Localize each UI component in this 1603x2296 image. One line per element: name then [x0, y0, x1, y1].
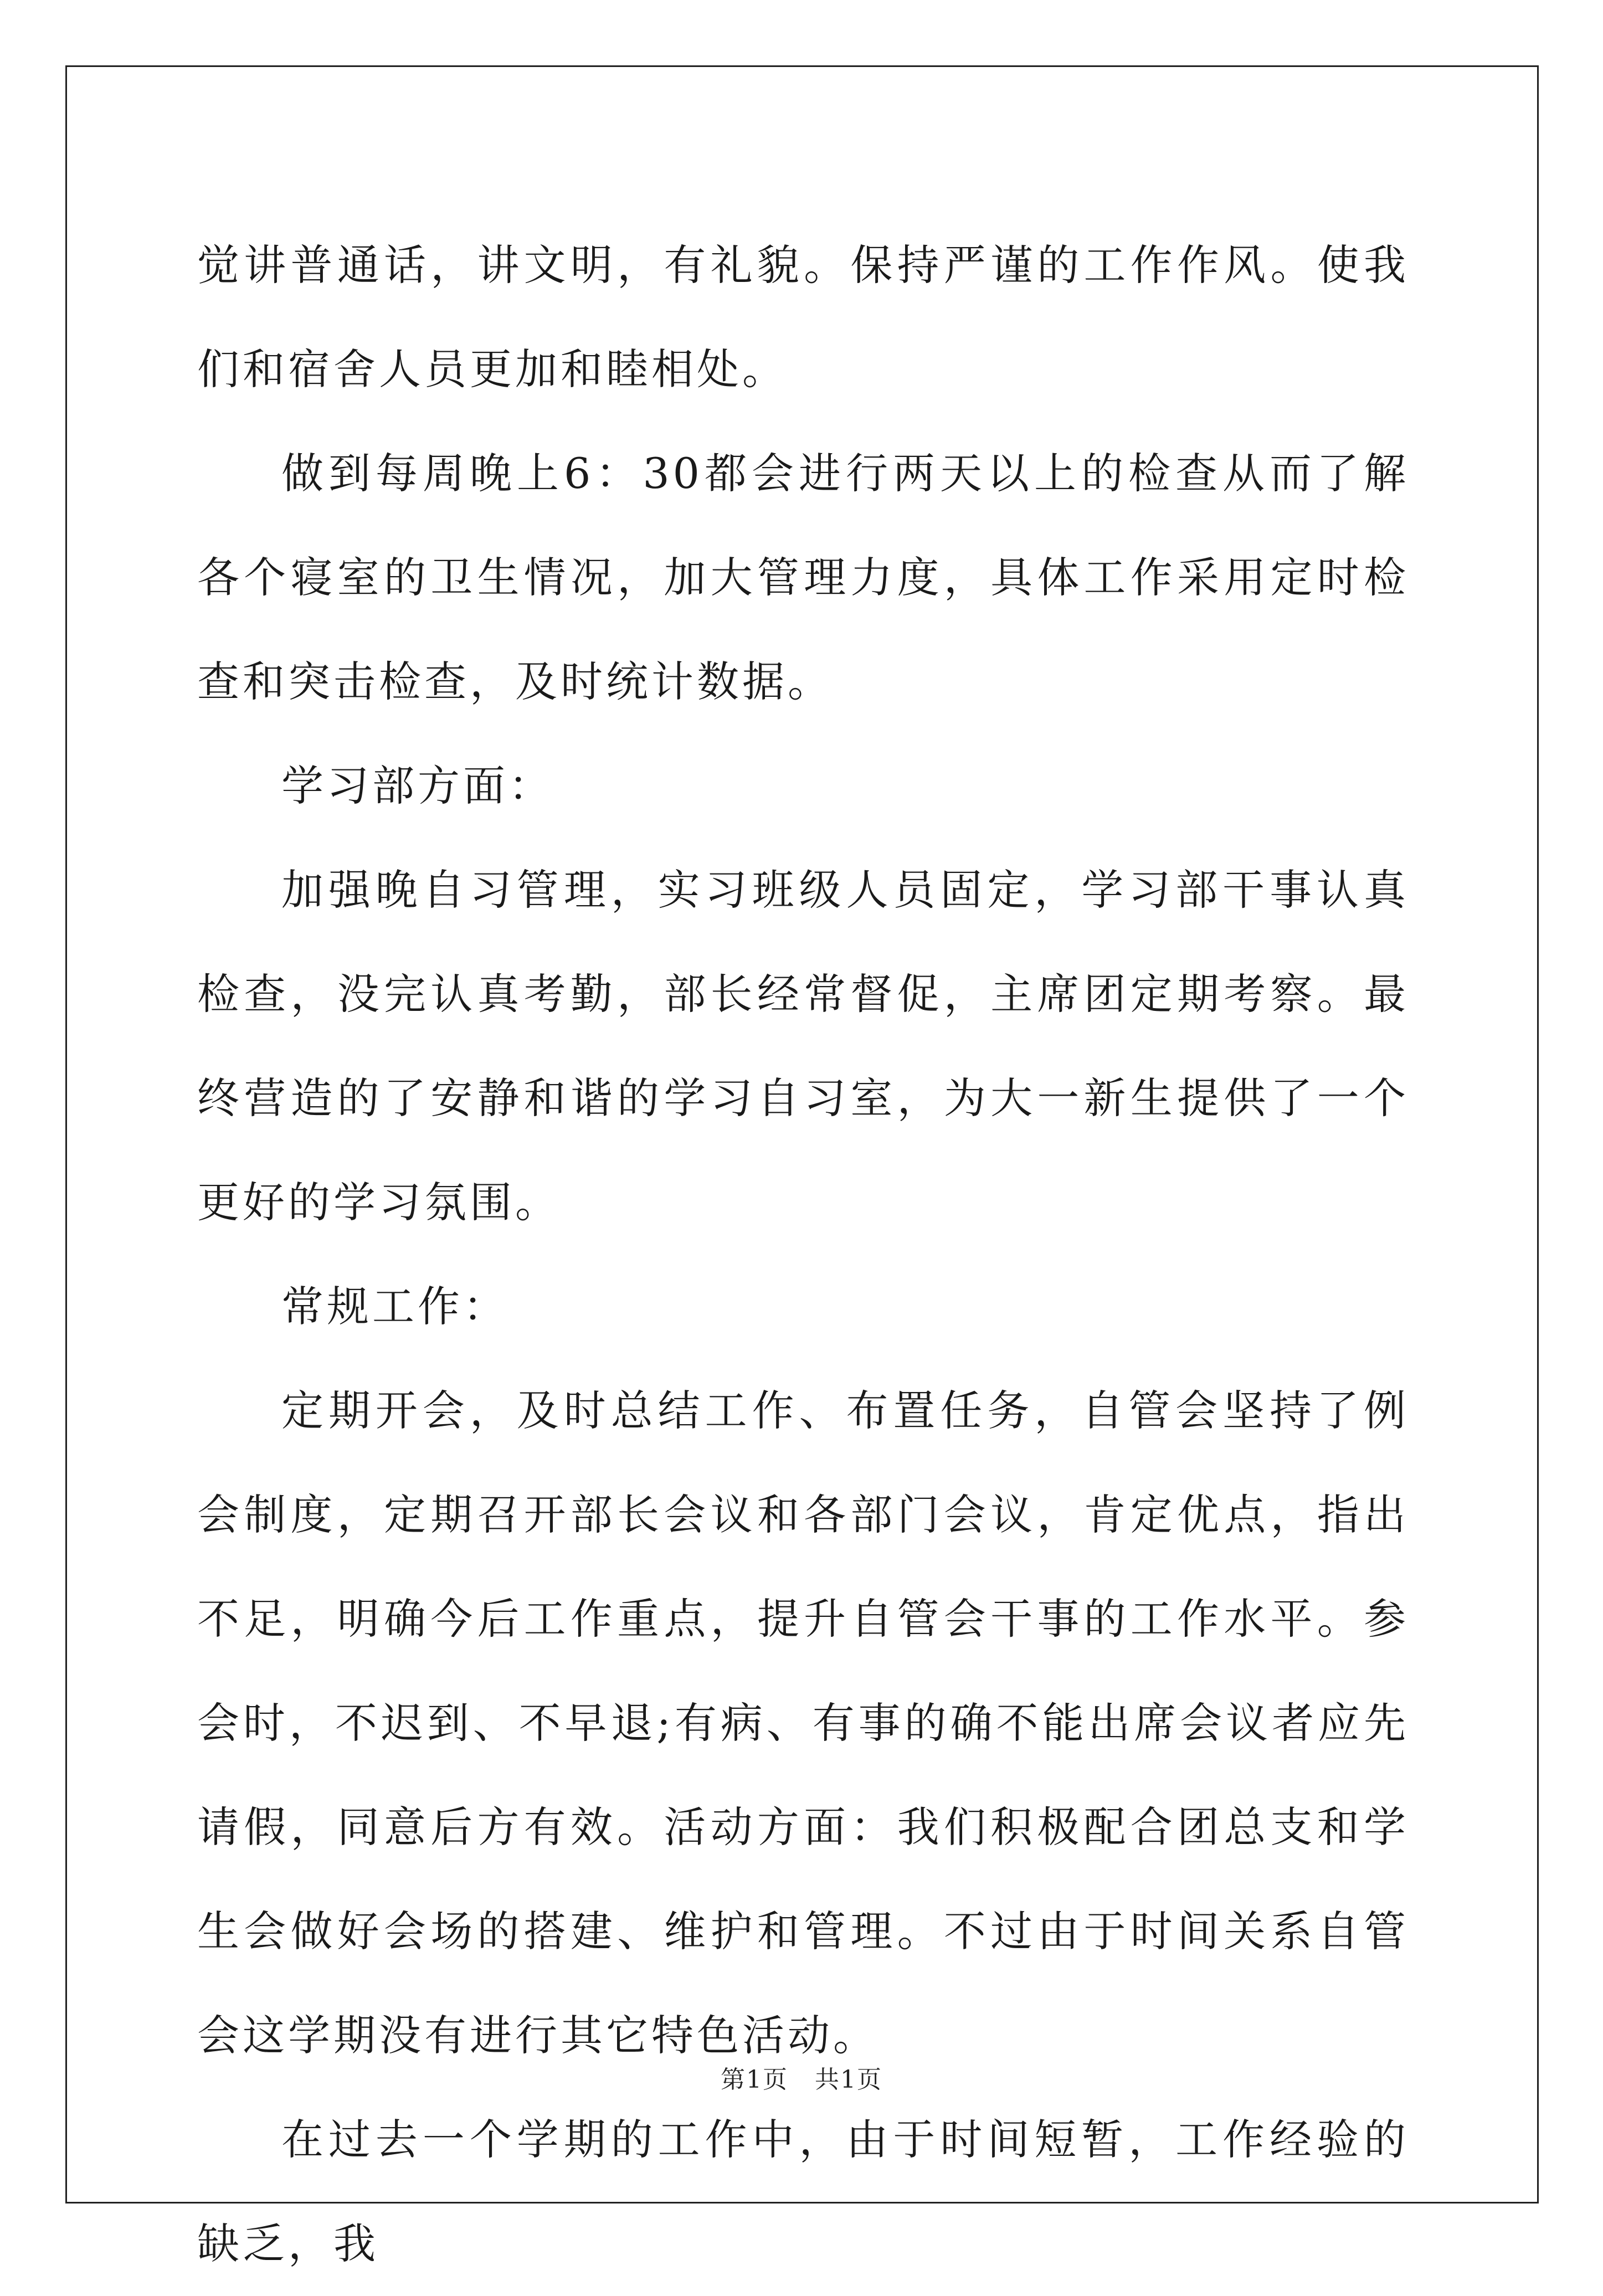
paragraph-6: 定期开会，及时总结工作、布置任务，自管会坚持了例会制度，定期召开部长会议和各部门会议，肯定优点，指出不足，明确今后工作重点，提升自管会干事的工作水平。参会时，不迟到、不早退;有病、有事的确不能出席会议者应先请假，同意后方有效。活动方面：我们积极配合团总支和学生会做好会场的搭建、维护和管理。不过由于时间关系自管会这学期没有进行其它特色活动。 [197, 1386, 1409, 2060]
paragraph-7: 在过去一个学期的工作中，由于时间短暂，工作经验的缺乏，我 [197, 2115, 1409, 2268]
document-body [197, 213, 1409, 2296]
page-total: 共1页 [815, 2066, 882, 2094]
paragraph-3-heading: 学习部方面： [281, 761, 554, 810]
paragraph-5-heading: 常规工作： [281, 1282, 508, 1331]
paragraph-2: 做到每周晚上6：30都会进行两天以上的检查从而了解各个寝室的卫生情况，加大管理力度，具体工作采用定时检查和突击检查，及时统计数据。 [197, 449, 1409, 706]
page-number: 第1页 [721, 2066, 788, 2094]
paragraph-1: 觉讲普通话，讲文明，有礼貌。保持严谨的工作作风。使我们和宿舍人员更加和睦相处。 [197, 240, 1409, 394]
page-footer [0, 2059, 1603, 2095]
paragraph-4: 加强晚自习管理，实习班级人员固定，学习部干事认真检查，没完认真考勤，部长经常督促，主席团定期考察。最终营造的了安静和谐的学习自习室，为大一新生提供了一个更好的学习氛围。 [197, 865, 1409, 1227]
